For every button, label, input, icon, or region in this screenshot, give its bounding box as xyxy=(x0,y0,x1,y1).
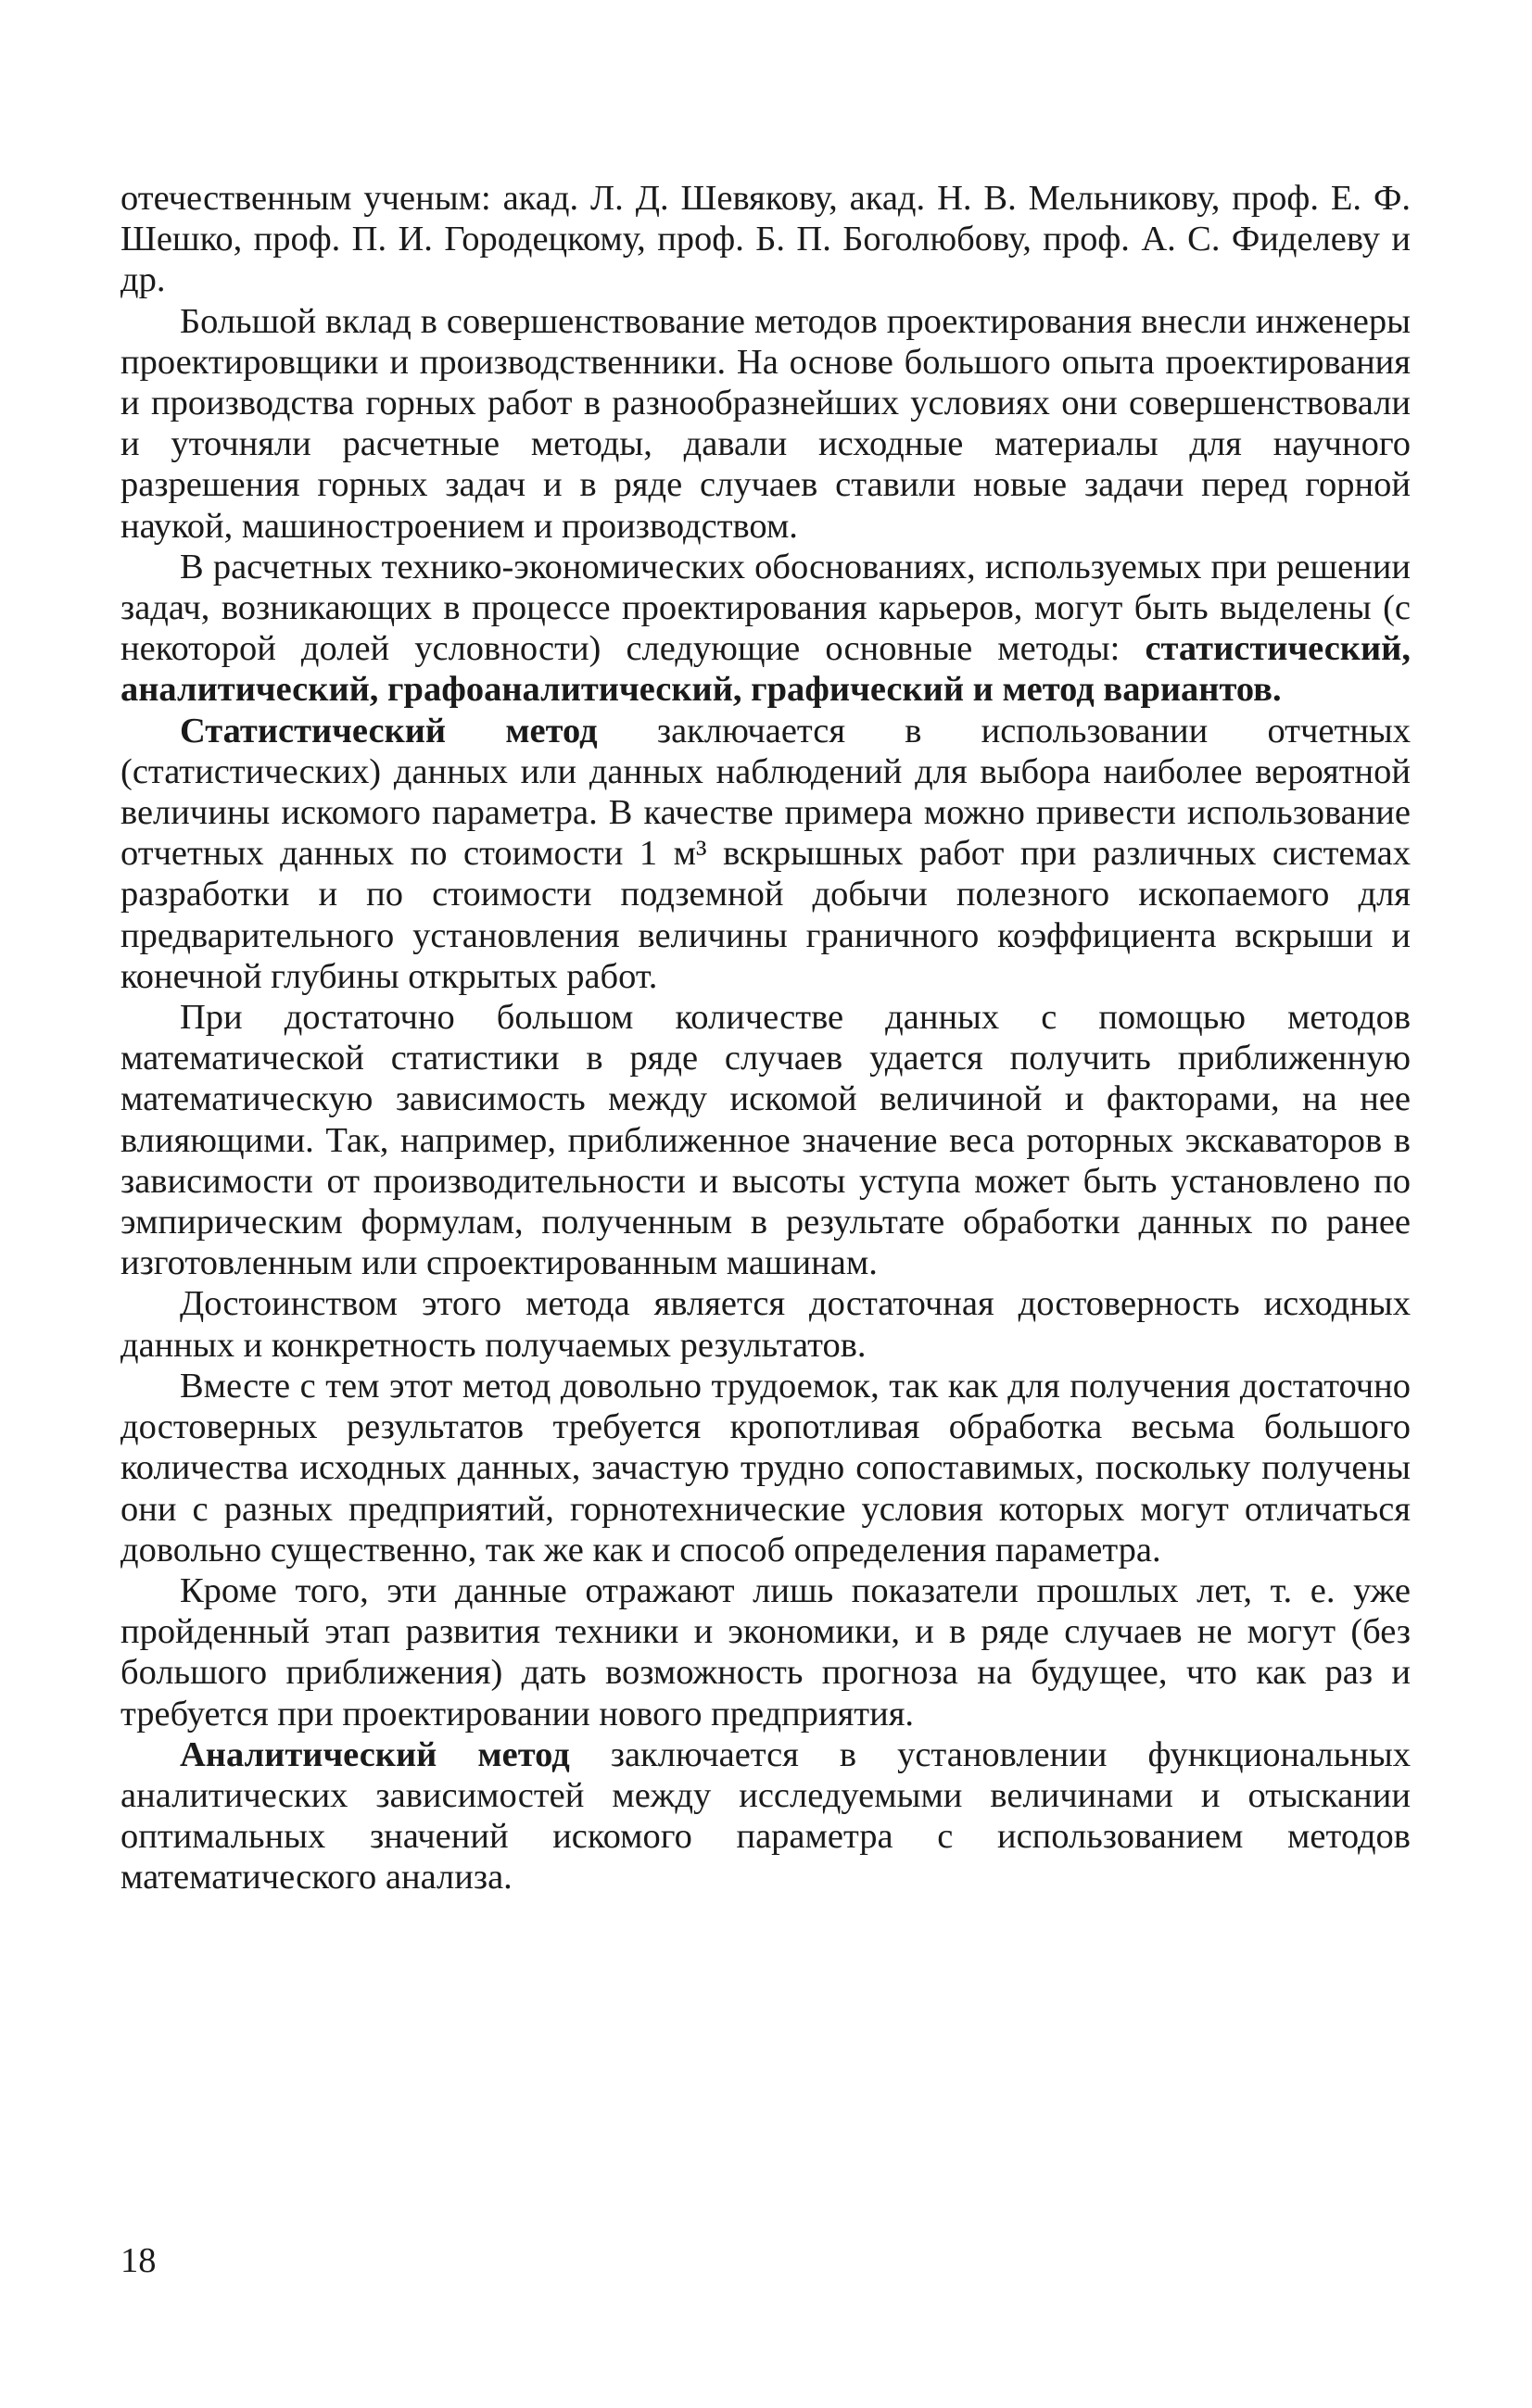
paragraph-5 xyxy=(120,997,1411,1283)
paragraph-4-text: заключается в использовании отчетных (статистических) данных или данных наблюдений для выбора наиболее вероятной величины искомого параметра. В качестве примера можно привести использование отчетных данных по стоимости 1 м³ вскрышных работ при различных системах разработки и по стоимости подземной добычи полезного ископаемого для предварительного установления величины граничного коэффициента вскрыши и конечной глубины открытых работ. xyxy=(120,711,1412,996)
paragraph-8-text: Кроме того, эти данные отражают лишь показатели прошлых лет, т. е. уже пройденный этап развития техники и экономики, и в ряде случаев не могут (без большого приближения) дать возможность прогноза на будущее, что как раз и требуется при проектировании нового предприятия. xyxy=(120,1570,1411,1734)
methods-list-bold: статистический, аналитический, графоаналитический, графический и метод вариантов. xyxy=(120,629,1411,710)
page-body xyxy=(120,178,1411,1898)
paragraph-7-text: Вместе с тем этот метод довольно трудоемок, так как для получения достаточно достоверных результатов требуется кропотливая обработка весьма большого количества исходных данных, зачастую трудно сопоставимых, поскольку получены они с разных предприятий, горнотехнические условия которых могут отличаться довольно существенно, так же как и способ определения параметра. xyxy=(120,1366,1411,1570)
paragraph-1-text: отечественным ученым: акад. Л. Д. Шевякову, акад. Н. В. Мельникову, проф. Е. Ф. Шешко, проф. П. И. Городецкому, проф. Б. П. Боголюбову, проф. А. С. Фиделеву и др. xyxy=(120,179,1411,300)
paragraph-8 xyxy=(120,1570,1411,1734)
paragraph-2 xyxy=(120,301,1411,547)
paragraph-9 xyxy=(120,1734,1411,1898)
paragraph-2-text: Большой вклад в совершенствование методов проектирования внесли инженеры проектировщики и производственники. На основе большого опыта проектирования и производства горных работ в разнообразнейших условиях они совершенствовали и уточняли расчетные методы, давали исходные материалы для научного разрешения горных задач и в ряде случаев ставили новые задачи перед горной наукой, машиностроением и производством. xyxy=(120,301,1411,546)
page-number: 18 xyxy=(120,2241,157,2280)
paragraph-6-text: Достоинством этого метода является достаточная достоверность исходных данных и конкретность получаемых результатов. xyxy=(120,1284,1411,1365)
paragraph-3 xyxy=(120,547,1411,711)
paragraph-6 xyxy=(120,1283,1411,1365)
paragraph-1 xyxy=(120,178,1411,301)
statistical-method-term: Статистический метод xyxy=(180,711,598,750)
paragraph-9-text: заключается в установлении функциональных аналитических зависимостей между исследуемыми величинами и отыскании оптимальных значений искомого параметра с использованием методов математического анализа. xyxy=(120,1734,1411,1897)
paragraph-4 xyxy=(120,711,1411,997)
paragraph-7 xyxy=(120,1366,1411,1570)
paragraph-5-text: При достаточно большом количестве данных с помощью методов математической статистики в ряде случаев удается получить приближенную математическую зависимость между искомой величиной и факторами, на нее влияющими. Так, например, приближенное значение веса роторных экскаваторов в зависимости от производительности и высоты уступа может быть установлено по эмпирическим формулам, полученным в результате обработки данных по ранее изготовленным или спроектированным машинам. xyxy=(120,998,1411,1283)
paragraph-3-text: В расчетных технико-экономических обоснованиях, используемых при решении задач, возникающих в процессе проектирования карьеров, могут быть выделены (с некоторой долей условности) следующие основные методы: xyxy=(120,547,1411,669)
analytical-method-term: Аналитический метод xyxy=(180,1734,570,1774)
